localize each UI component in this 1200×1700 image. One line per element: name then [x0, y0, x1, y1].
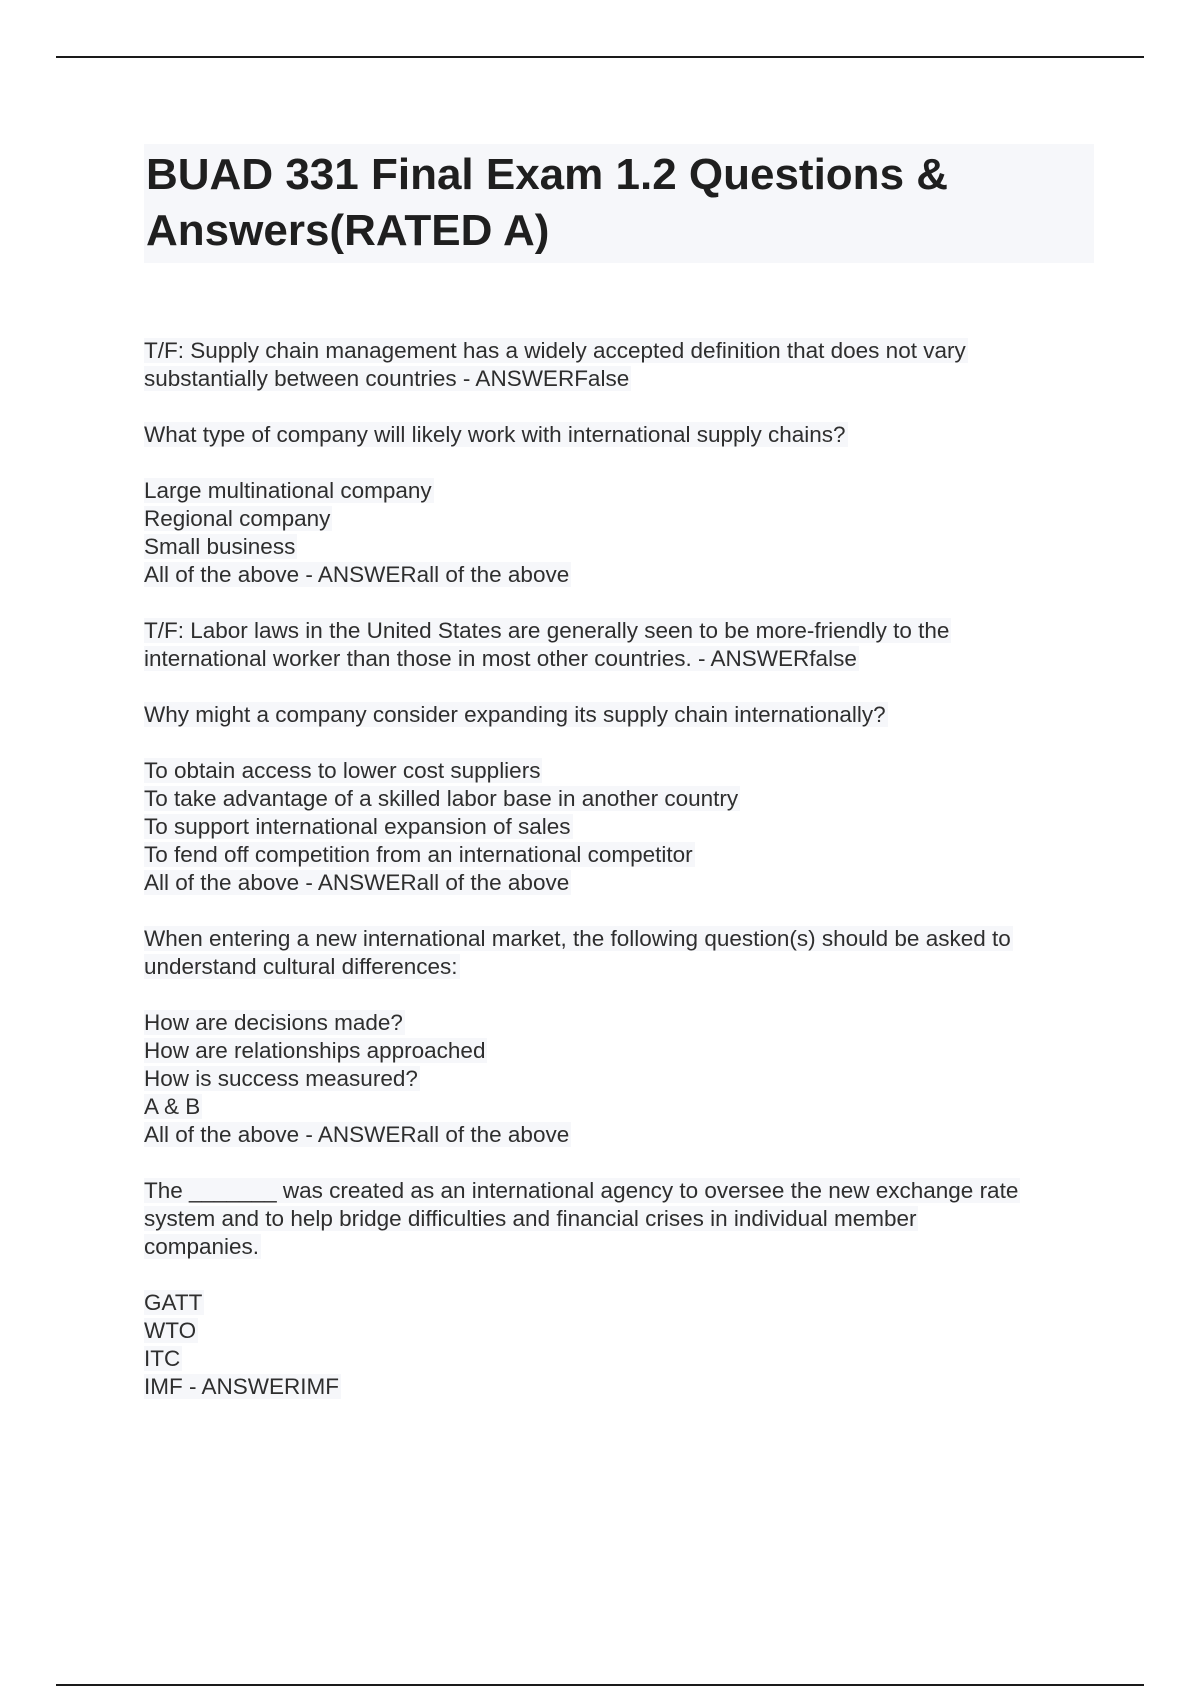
answer-option: Small business — [144, 534, 296, 559]
question-text-line: T/F: Labor laws in the United States are generally seen to be more-friendly to the — [144, 618, 950, 643]
answer-option: A & B — [144, 1094, 201, 1119]
question-4-options — [144, 757, 1094, 897]
question-1 — [144, 337, 1094, 393]
question-5 — [144, 925, 1094, 981]
question-text-line: When entering a new international market, the following question(s) should be asked to — [144, 926, 1011, 951]
answer-option: WTO — [144, 1318, 197, 1343]
answer-option: All of the above - ANSWERall of the above — [144, 562, 570, 587]
answer-option: How is success measured? — [144, 1066, 418, 1091]
footer-rule — [56, 1684, 1144, 1686]
question-text-line: understand cultural differences: — [144, 954, 458, 979]
answer-option: All of the above - ANSWERall of the above — [144, 1122, 570, 1147]
title-line-2: Answers(RATED A) — [146, 206, 550, 255]
answer-option: To fend off competition from an international competitor — [144, 842, 693, 867]
answer-option: How are decisions made? — [144, 1010, 403, 1035]
answer-option: ITC — [144, 1346, 181, 1371]
question-text-line: The _______ was created as an international agency to oversee the new exchange rate — [144, 1178, 1019, 1203]
header-rule — [56, 56, 1144, 58]
question-4 — [144, 701, 1094, 729]
answer-option: To take advantage of a skilled labor base in another country — [144, 786, 739, 811]
question-text-line: T/F: Supply chain management has a widely accepted definition that does not vary — [144, 338, 966, 363]
question-text-line: system and to help bridge difficulties and financial crises in individual member — [144, 1206, 917, 1231]
page-title — [146, 147, 1090, 259]
answer-option: IMF - ANSWERIMF — [144, 1374, 339, 1399]
title-block — [144, 144, 1094, 263]
document-body — [144, 337, 1094, 1429]
question-6-options — [144, 1289, 1094, 1401]
answer-option: Large multinational company — [144, 478, 432, 503]
question-text-line: substantially between countries - ANSWERFalse — [144, 366, 630, 391]
answer-option: All of the above - ANSWERall of the above — [144, 870, 570, 895]
question-3 — [144, 617, 1094, 673]
question-text-line: What type of company will likely work with international supply chains? — [144, 422, 846, 447]
question-2 — [144, 421, 1094, 449]
question-5-options — [144, 1009, 1094, 1149]
question-text-line: international worker than those in most other countries. - ANSWERfalse — [144, 646, 857, 671]
answer-option: To support international expansion of sales — [144, 814, 571, 839]
question-text-line: companies. — [144, 1234, 260, 1259]
answer-option: Regional company — [144, 506, 331, 531]
title-line-1: BUAD 331 Final Exam 1.2 Questions & — [146, 150, 949, 199]
answer-option: How are relationships approached — [144, 1038, 486, 1063]
question-6 — [144, 1177, 1094, 1261]
answer-option: GATT — [144, 1290, 203, 1315]
answer-option: To obtain access to lower cost suppliers — [144, 758, 541, 783]
question-text-line: Why might a company consider expanding its supply chain internationally? — [144, 702, 886, 727]
question-2-options — [144, 477, 1094, 589]
